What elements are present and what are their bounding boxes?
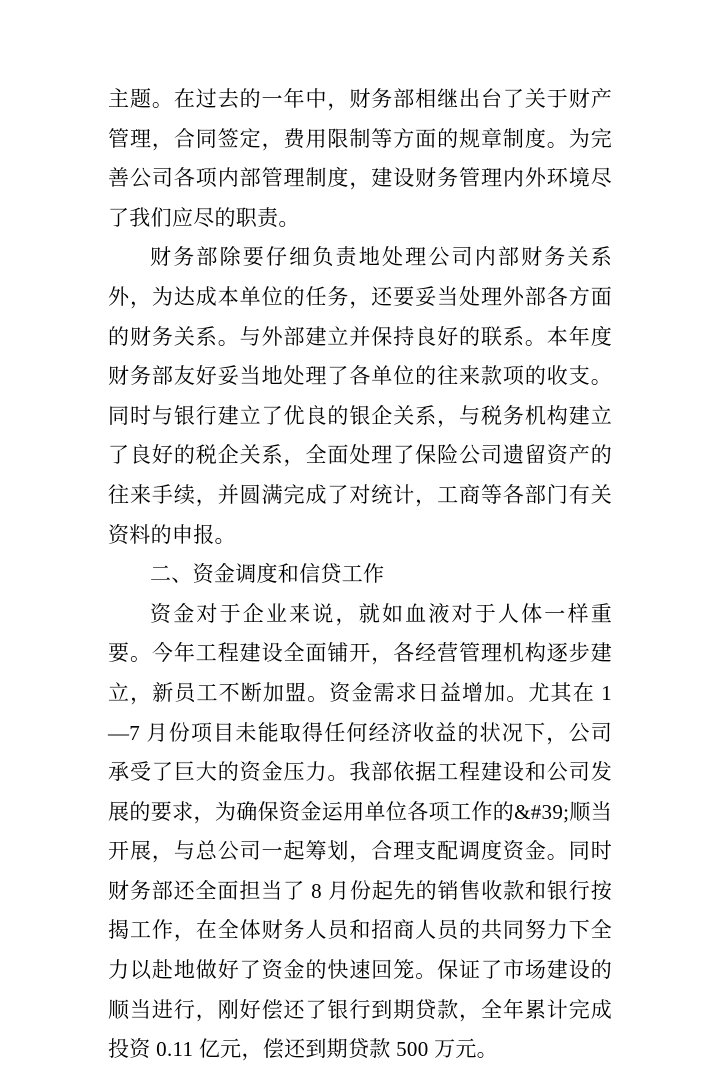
section-heading: 二、资金调度和信贷工作 xyxy=(150,562,385,587)
paragraph-funds-credit: 资金对于企业来说，就如血液对于人体一样重要。今年工程建设全面铺开，各经营管理机构逐步建立，新员工不断加盟。资金需求日益增加。尤其在 1—7 月份项目未能取得任何经济收益的状况下，公司承受了巨大的资金压力。我部依据工程建设和公司发展的要求，为确保资金运用单位各项工作的&#39;顺当开展，与总公司一起筹划，合理支配调度资金。同时财务部还全面担当了 8 月份起先的销售收款和银行按揭工作，在全体财务人员和招商人员的共同努力下全力以赴地做好了资金的快速回笼。保证了市场建设的顺当进行，刚好偿还了银行到期贷款，全年累计完成投资 0.11 亿元，偿还到期贷款 500 万元。 xyxy=(108,601,612,1062)
document-content xyxy=(108,80,612,1070)
paragraph-continued: 主题。在过去的一年中，财务部相继出台了关于财产管理，合同签定，费用限制等方面的规章制度。为完善公司各项内部管理制度，建设财务管理内外环境尽了我们应尽的职责。 xyxy=(108,87,612,230)
paragraph-external-relations: 财务部除要仔细负责地处理公司内部财务关系外，为达成本单位的任务，还要妥当处理外部各方面的财务关系。与外部建立并保持良好的联系。本年度财务部友好妥当地处理了各单位的往来款项的收支。同时与银行建立了优良的银企关系，与税务机构建立了良好的税企关系，全面处理了保险公司遗留资产的往来手续，并圆满完成了对统计，工商等各部门有关资料的申报。 xyxy=(108,245,612,547)
